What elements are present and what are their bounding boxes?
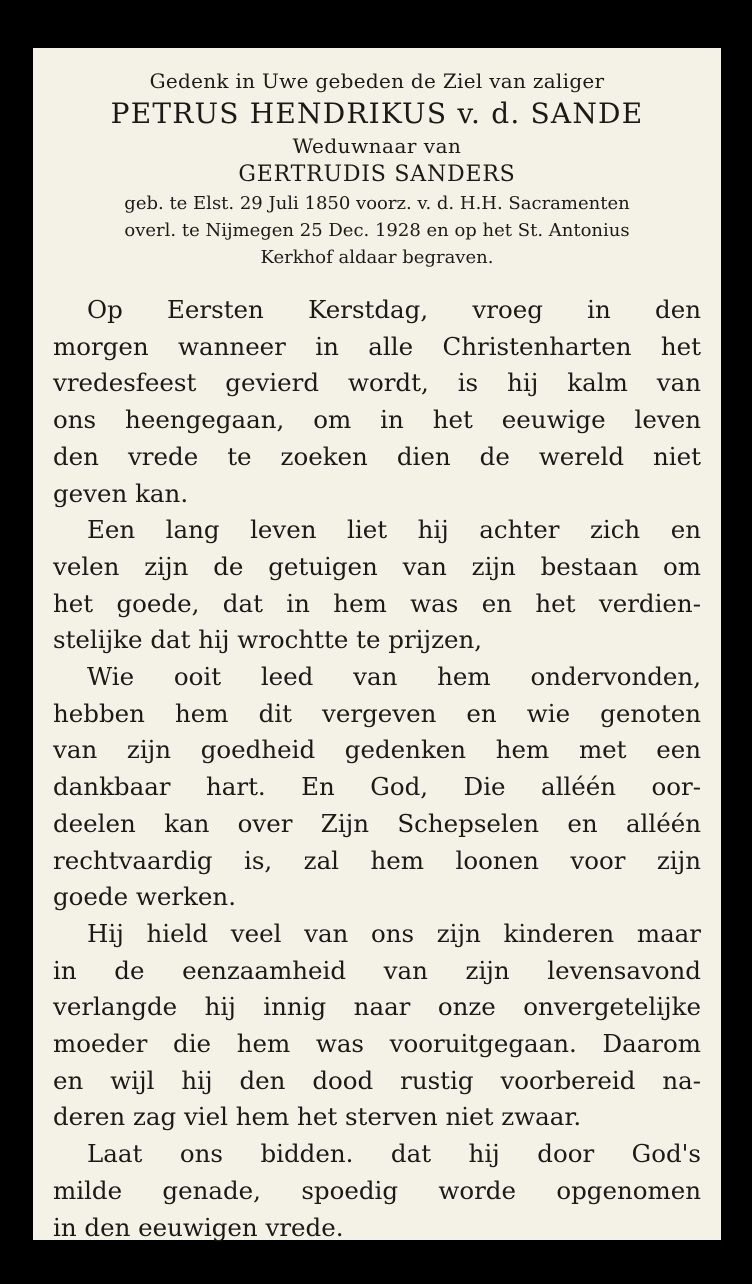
paragraph-line: Hij hield veel van ons zijn kinderen maar bbox=[87, 918, 701, 948]
card-header bbox=[33, 66, 721, 271]
paragraph-line: geven kan. bbox=[53, 478, 189, 508]
paragraph-line: hebben hem dit vergeven en wie genoten bbox=[53, 698, 701, 728]
birth-line: geb. te Elst. 29 Juli 1850 voorz. v. d. H.H. Sacramenten bbox=[124, 193, 630, 214]
paragraph-line: het goede, dat in hem was en het verdien- bbox=[53, 588, 701, 618]
memorial-text bbox=[53, 292, 701, 1246]
paragraph-line: velen zijn de getuigen van zijn bestaan om bbox=[53, 551, 701, 581]
paragraph-line: Laat ons bidden. dat hij door God's bbox=[87, 1139, 701, 1169]
paragraph-line: milde genade, spoedig worde opgenomen bbox=[53, 1175, 701, 1205]
paragraph-line: verlangde hij innig naar onze onvergetelijke bbox=[53, 992, 701, 1022]
paragraph-line: goede werken. bbox=[53, 882, 236, 912]
paragraph-line: Een lang leven liet hij achter zich en bbox=[87, 515, 701, 545]
deceased-name: PETRUS HENDRIKUS v. d. SANDE bbox=[110, 97, 644, 130]
paragraph-line: moeder die hem was vooruitgegaan. Daarom bbox=[53, 1029, 701, 1059]
paragraph-line: in den eeuwigen vrede. bbox=[53, 1212, 344, 1242]
paragraph-line: morgen wanneer in alle Christenharten het bbox=[53, 331, 701, 361]
paragraph-line: Wie ooit leed van hem ondervonden, bbox=[87, 662, 701, 692]
spouse-name: GERTRUDIS SANDERS bbox=[238, 162, 516, 187]
paragraph-line: Op Eersten Kerstdag, vroeg in den bbox=[87, 295, 701, 324]
paragraph-line: dankbaar hart. En God, Die alléén oor- bbox=[53, 772, 701, 802]
burial-line: Kerkhof aldaar begraven. bbox=[260, 247, 494, 268]
paragraph-line: deren zag viel hem het sterven niet zwaar. bbox=[53, 1102, 582, 1132]
paragraph-line: rechtvaardig is, zal hem loonen voor zijn bbox=[53, 845, 701, 875]
paragraph-line: ons heengegaan, om in het eeuwige leven bbox=[53, 405, 701, 435]
memorial-card bbox=[33, 48, 721, 1240]
paragraph-line: en wijl hij den dood rustig voorbereid na- bbox=[53, 1065, 701, 1095]
death-line: overl. te Nijmegen 25 Dec. 1928 en op het St. Antonius bbox=[124, 220, 630, 241]
widower-line: Weduwnaar van bbox=[292, 134, 462, 158]
intro-line: Gedenk in Uwe gebeden de Ziel van zaliger bbox=[149, 69, 605, 93]
paragraph-line: vredesfeest gevierd wordt, is hij kalm van bbox=[53, 368, 701, 398]
paragraph-line: den vrede te zoeken dien de wereld niet bbox=[53, 441, 701, 471]
paragraph-line: van zijn goedheid gedenken hem met een bbox=[53, 735, 701, 765]
paragraph-line: stelijke dat hij wrochtte te prijzen, bbox=[53, 625, 483, 655]
paragraph-line: deelen kan over Zijn Schepselen en alléén bbox=[53, 808, 701, 838]
paragraph-line: in de eenzaamheid van zijn levensavond bbox=[53, 955, 701, 985]
